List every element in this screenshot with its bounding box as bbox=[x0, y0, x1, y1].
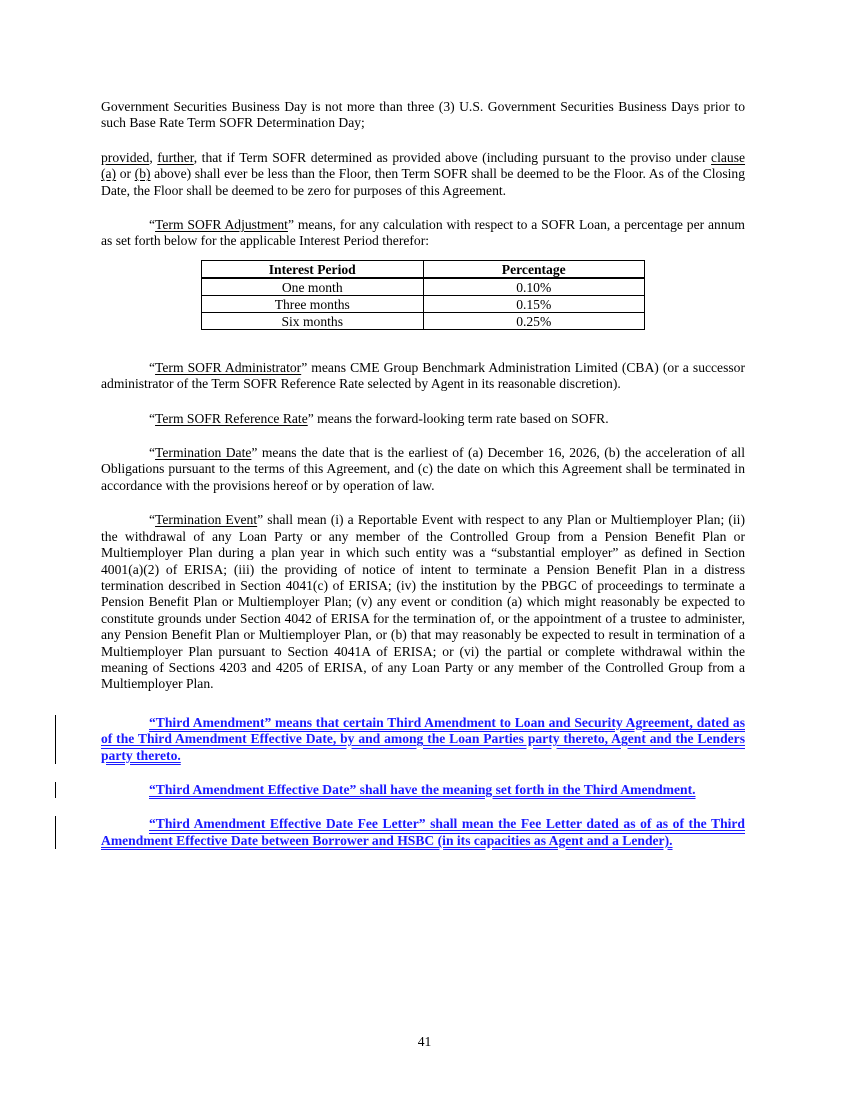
document-page bbox=[101, 99, 745, 849]
open-quote: “ bbox=[149, 217, 156, 233]
page-number: 41 bbox=[417, 1034, 432, 1049]
proviso-text-3: above) shall ever be less than the Floor, then Term SOFR shall be deemed to be the Floor. As of the Closing Date, the Floor shall be deemed to be zero for purposes of this Agreement. bbox=[101, 166, 745, 198]
amendment-block-fee-letter bbox=[101, 816, 745, 849]
defined-term: Termination Event bbox=[155, 512, 258, 528]
change-bar bbox=[55, 715, 56, 764]
percentage-cell: 0.25% bbox=[423, 312, 645, 329]
definition-term-sofr-adjustment bbox=[101, 217, 745, 250]
definition-text: ” means, for any calculation with respect to a SOFR Loan, a percentage per annum as set forth below for the applicable Interest Period therefor: bbox=[101, 217, 745, 249]
amendment-block-third-amendment bbox=[101, 715, 745, 764]
definition-term-sofr-reference-rate bbox=[101, 411, 745, 427]
clause-b-ref: (b) bbox=[134, 166, 151, 182]
amendment-block-third-amendment-effective-date bbox=[101, 782, 745, 798]
definition-third-amendment bbox=[101, 715, 745, 764]
proviso-text-1: , that if Term SOFR determined as provided above (including pursuant to the proviso under bbox=[193, 149, 712, 165]
amendment-text: “Third Amendment” means that certain Third Amendment to Loan and Security Agreement, dated as of the Third Amendment Effective Date, by and among the Loan Parties party thereto, Agent and the Lenders party thereto. bbox=[101, 714, 745, 763]
definition-third-amendment-fee-letter bbox=[101, 816, 745, 849]
separator-text: , bbox=[149, 149, 158, 165]
amendment-text: “Third Amendment Effective Date Fee Letter” shall mean the Fee Letter dated as of as of the Third Amendment Effective Date between Borrower and HSBC (in its capacities as Agent and a Lender). bbox=[101, 816, 745, 848]
proviso-text-2: or bbox=[116, 166, 135, 182]
paragraph-text: Government Securities Business Day is not more than three (3) U.S. Government Securities Business Days prior to such Base Rate Term SOFR Determination Day; bbox=[101, 99, 745, 131]
term-provided: provided bbox=[101, 149, 150, 165]
definition-termination-date bbox=[101, 445, 745, 494]
table-row bbox=[202, 278, 645, 296]
definition-text: ” means the forward-looking term rate based on SOFR. bbox=[307, 410, 609, 426]
term-further: further bbox=[157, 149, 194, 165]
definition-term-sofr-administrator bbox=[101, 360, 745, 393]
clause-a-ref: clause (a) bbox=[101, 149, 746, 182]
definition-third-amendment-effective-date bbox=[101, 782, 745, 798]
open-quote: “ bbox=[149, 359, 156, 375]
change-bar bbox=[55, 816, 56, 849]
change-bar bbox=[55, 782, 56, 798]
open-quote: “ bbox=[149, 445, 156, 461]
defined-term: Term SOFR Administrator bbox=[155, 359, 302, 375]
open-quote: “ bbox=[149, 410, 156, 426]
definition-text: ” means the date that is the earliest of (a) December 16, 2026, (b) the acceleration of all Obligations pursuant to the terms of this Agreement, and (c) the date on which this Agreement shall be terminated in accordance with the provisions hereof or by operation of law. bbox=[101, 445, 745, 493]
term-sofr-adjustment-table bbox=[201, 260, 645, 330]
open-quote: “ bbox=[149, 512, 156, 528]
header-percentage: Percentage bbox=[423, 260, 645, 278]
paragraph-proviso bbox=[101, 150, 745, 199]
paragraph-continuation bbox=[101, 99, 745, 132]
defined-term: Term SOFR Reference Rate bbox=[155, 410, 308, 426]
interest-period-cell: Three months bbox=[202, 295, 424, 312]
table-header-row bbox=[202, 260, 645, 278]
defined-term: Termination Date bbox=[155, 445, 252, 461]
percentage-cell: 0.15% bbox=[423, 295, 645, 312]
percentage-cell: 0.10% bbox=[423, 278, 645, 296]
definition-text: ” shall mean (i) a Reportable Event with respect to any Plan or Multiemployer Plan; (ii) the withdrawal of any Loan Party or any member of the Controlled Group from a Pension Benefit Plan or Multiemployer Plan during a plan year in which such entity was a “substantial employer” as defined in Section 4001(a)(2) of ERISA; (iii) the providing of notice of intent to terminate a Pension Benefit Plan in a distress termination described in Section 4041(c) of ERISA; (iv) the institution by the PBGC of proceedings to terminate a Pension Benefit Plan or Multiemployer Plan; (v) any event or condition (a) which might reasonably be expected to constitute grounds under Section 4042 of ERISA for the termination of, or the appointment of a trustee to administer, any Pension Benefit Plan or Multiemployer Plan, or (b) that may reasonably be expected to result in termination of a Multiemployer Plan pursuant to Section 4041A of ERISA; or (vi) the partial or complete withdrawal within the meaning of Sections 4203 and 4205 of ERISA, of any Loan Party or any member of the Controlled Group from a Multiemployer Plan. bbox=[101, 512, 745, 692]
definition-text: ” means CME Group Benchmark Administration Limited (CBA) (or a successor administrator of the Term SOFR Reference Rate selected by Agent in its reasonable discretion). bbox=[101, 359, 745, 392]
table-row bbox=[202, 295, 645, 312]
header-interest-period: Interest Period bbox=[202, 260, 424, 278]
interest-period-cell: Six months bbox=[202, 312, 424, 329]
interest-period-cell: One month bbox=[202, 278, 424, 296]
defined-term: Term SOFR Adjustment bbox=[155, 217, 288, 233]
amendment-text: “Third Amendment Effective Date” shall have the meaning set forth in the Third Amendment. bbox=[149, 781, 696, 797]
table-row bbox=[202, 312, 645, 329]
definition-termination-event bbox=[101, 512, 745, 692]
